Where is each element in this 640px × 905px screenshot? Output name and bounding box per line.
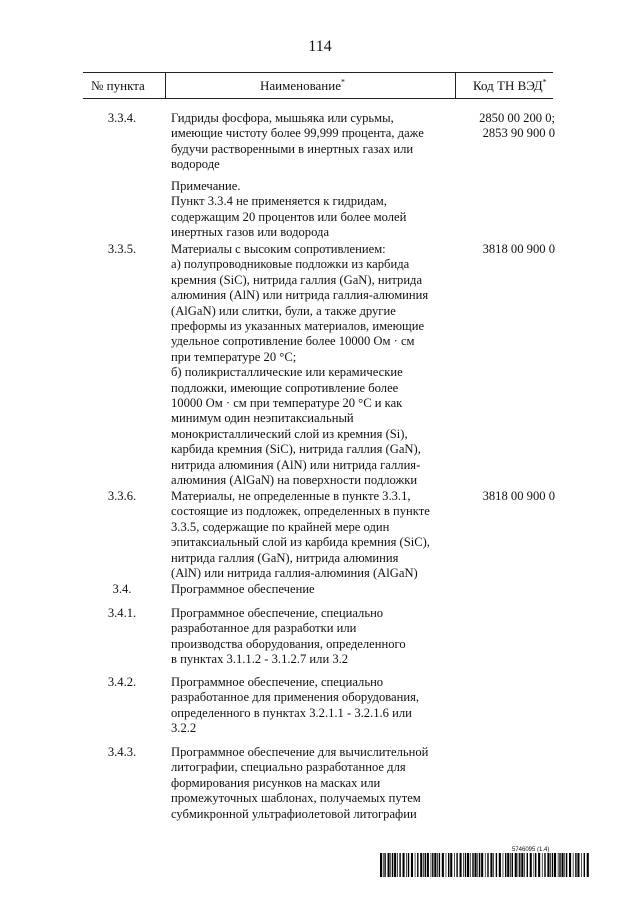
table-header [83,72,553,99]
row-number: 3.3.5. [107,242,137,256]
header-col-code-text: Код ТН ВЭД [473,78,543,93]
barcode-image [380,853,590,877]
row-name: Материалы, не определенные в пункте 3.3.1, состоящие из подложек, определенных в пункте 3.3.5, содержащие по крайней мере один эпитаксиальный слой из карбида кремния (SiC), нитрида галлия (GaN), нитрида алюминия (AlN) или нитрида галлия-алюминия (AlGaN) [171,489,430,581]
header-col-name [260,78,345,94]
header-asterisk: * [542,77,547,87]
row-name: Материалы с высоким сопротивлением: а) полупроводниковые подложки из карбида кремния (SiC), нитрида галлия (GaN), нитрида алюминия (AlN) или нитрида галлия-алюминия (AlGaN) или слитки, були, а также другие преформы из указанных материалов, имеющие удельное сопротивление более 10000 Ом · см при температуре 20 °C; б) поликристаллические или керамические подложки, имеющие сопротивление более 10000 Ом · см при температуре 20 °C и как минимум один неэпитаксиальный монокристаллический слой из кремния (Si), карбида кремния (SiC), нитрида галлия (GaN), нитрида алюминия (AlN) или нитрида галлия- алюминия (AlGaN) на поверхности подложки [171,242,429,488]
header-asterisk: * [341,77,345,87]
header-col-code [473,78,547,94]
document-id: 5746095 (1.4) [512,847,550,853]
row-number: 3.3.6. [107,489,137,503]
row-number: 3.4.2. [107,675,137,689]
row-code: 3818 00 900 0 [482,489,555,503]
row-number: 3.4.3. [107,745,137,759]
row-name: Программное обеспечение, специально разработанное для применения оборудования, определенного в пунктах 3.2.1.1 - 3.2.1.6 или 3.2.2 [171,675,420,736]
header-divider [455,73,456,98]
row-name: Программное обеспечение для вычислительной литографии, специально разработанное для формирования рисунков на масках или промежуточных шаблонах, получаемых путем субмикронной ультрафиолетовой литографии [171,745,429,821]
row-code: 3818 00 900 0 [482,242,555,256]
page-number: 114 [308,38,332,55]
row-number: 3.3.4. [107,111,137,125]
row-number: 3.4.1. [107,606,137,620]
row-name: Гидриды фосфора, мышьяка или сурьмы, имеющие чистоту более 99,999 процента, даже будучи растворенными в инертных газах или водороде [171,111,424,172]
header-col-name-text: Наименование [260,78,341,93]
row-name: Примечание. Пункт 3.3.4 не применяется к гидридам, содержащим 20 процентов или более молей инертных газов или водорода [171,179,407,240]
row-name: Программное обеспечение [171,582,315,596]
header-col-num: № пункта [91,78,145,93]
row-name: Программное обеспечение, специально разработанное для разработки или производства оборудования, определенного в пунктах 3.1.1.2 - 3.1.2.7 или 3.2 [171,606,406,667]
row-code: 2850 00 200 0; 2853 90 900 0 [479,111,555,141]
header-divider [165,73,166,98]
row-number: 3.4. [112,582,132,596]
